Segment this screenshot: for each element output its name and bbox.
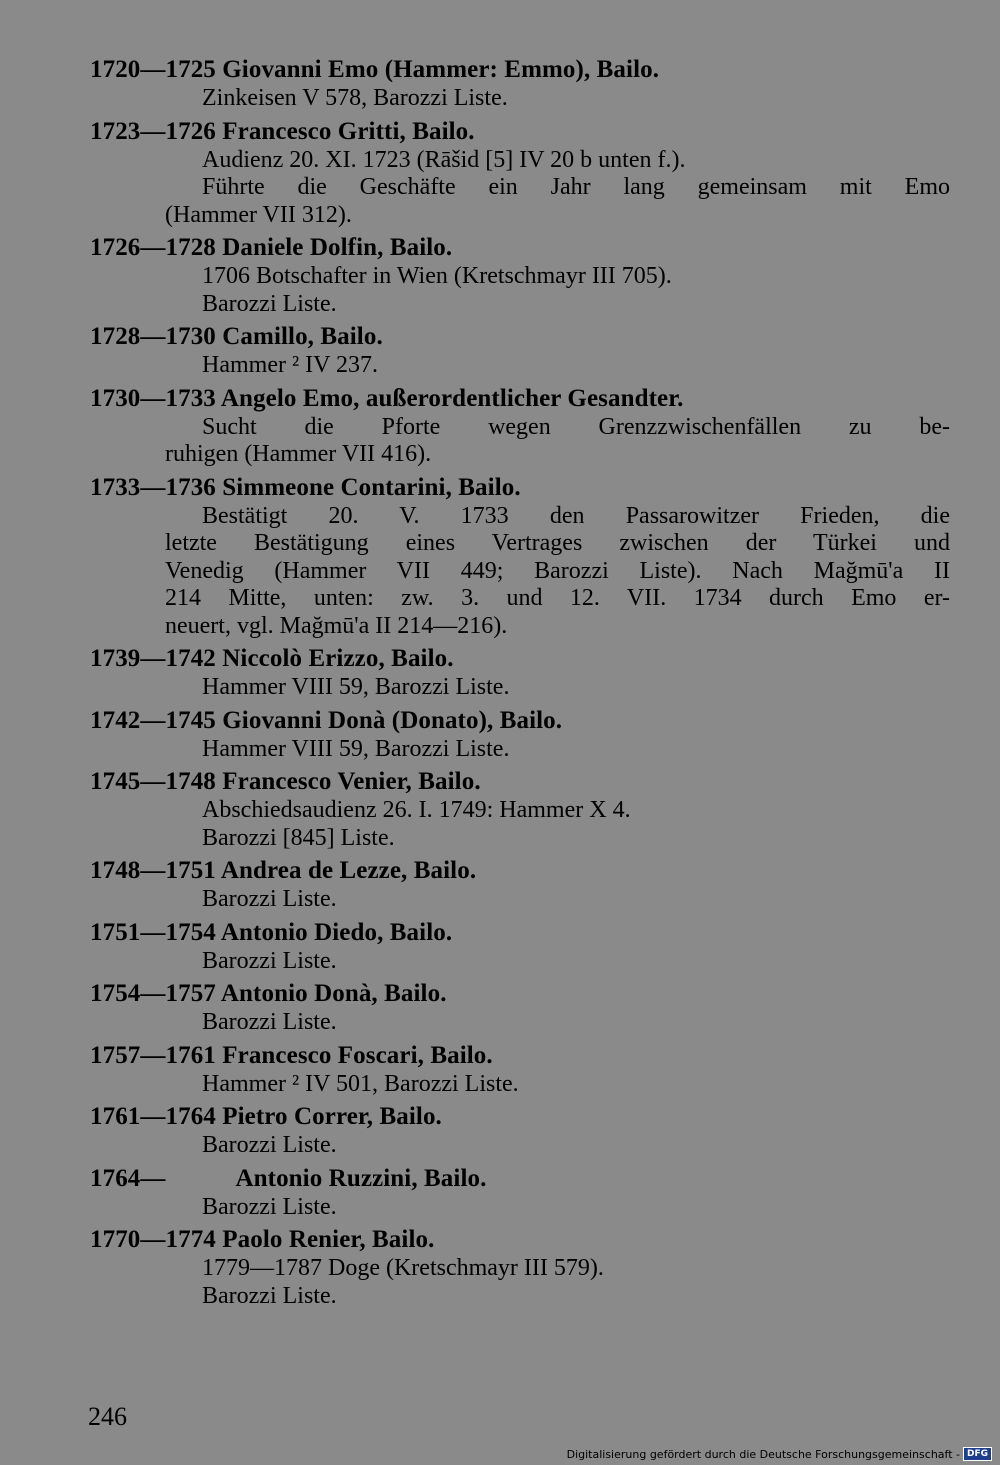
entry-note: 1706 Botschafter in Wien (Kretschmayr III 705). [202,263,672,289]
entry-heading [90,384,950,414]
entry [90,384,950,469]
entry-dates: 1757—1761 [90,1041,216,1069]
entry-note: Bestätigt 20. V. 1733 den Passarowitzer Frieden, die [202,502,950,529]
entry [90,233,950,318]
entry-dates: 1764— [90,1164,166,1192]
entry [90,322,950,380]
entry-note: Zinkeisen V 578, Barozzi Liste. [202,85,508,111]
entry-note: Hammer ² IV 237. [202,352,379,378]
entry-name: Giovanni Donà (Donato), Bailo. [222,706,563,734]
entry-note: neuert, vgl. Mağmū'a II 214—216). [165,612,508,639]
entry-name: Andrea de Lezze, Bailo. [220,857,477,884]
entry-heading [90,767,950,797]
entry-heading [90,1225,950,1255]
entry-note: 214 Mitte, unten: zw. 3. und 12. VII. 1734 durch Emo er- [165,585,950,611]
entry-note: Hammer ² IV 501, Barozzi Liste. [202,1070,519,1097]
entry-name: Francesco Foscari, Bailo. [222,1041,493,1069]
entry-note: Barozzi [845] Liste. [202,824,395,851]
entry-note: Hammer VIII 59, Barozzi Liste. [202,735,510,762]
entry [90,979,950,1037]
entry-note: ruhigen (Hammer VII 416). [165,441,432,467]
entry-heading [90,117,950,147]
entry-heading [90,644,950,674]
entry-name: Antonio Ruzzini, Bailo. [235,1164,487,1192]
footer-credit [567,1447,992,1461]
entry-heading [90,1164,950,1194]
entry-dates: 1728—1730 [90,323,216,350]
entry-name: Simmeone Contarini, Bailo. [222,473,521,501]
entry-name: Angelo Emo, außerordentlicher Gesandter. [220,384,684,412]
entry-heading [90,918,950,948]
entry-dates: 1739—1742 [90,645,216,672]
entry-name: Camillo, Bailo. [222,323,383,350]
entry-note: Barozzi Liste. [202,290,337,317]
entry-note: Führte die Geschäfte ein Jahr lang gemeinsam mit Emo [202,174,950,200]
footer-text: Digitalisierung gefördert durch die Deutsche Forschungsgemeinschaft - [566,1447,960,1461]
entry-dates: 1733—1736 [90,473,216,501]
entry-name: Daniele Dolfin, Bailo. [222,234,453,261]
entry-dates: 1742—1745 [90,706,216,734]
entry-list [90,55,950,1314]
entry-heading [90,55,950,85]
entry-dates: 1748—1751 [90,857,216,884]
entry-name: Giovanni Emo (Hammer: Emmo), Bailo. [222,56,660,83]
entry-heading [90,1102,950,1132]
entry-name: Francesco Gritti, Bailo. [222,117,475,145]
entry [90,1102,950,1160]
dfg-logo: DFG [963,1447,992,1461]
entry-note: letzte Bestätigung eines Vertrages zwischen der Türkei und [165,530,950,556]
entry-note: Abschiedsaudienz 26. I. 1749: Hammer X 4. [202,797,631,823]
entry-heading [90,233,950,263]
entry-note: Venedig (Hammer VII 449; Barozzi Liste). Nach Mağmū'a II [165,557,950,584]
entry-heading [90,856,950,886]
page-number: 246 [88,1402,127,1431]
entry [90,856,950,914]
entry-name: Francesco Venier, Bailo. [222,768,481,795]
entry-dates: 1754—1757 [90,980,216,1007]
entry-note: Barozzi Liste. [202,1282,337,1309]
entry-dates: 1761—1764 [90,1103,216,1130]
entry-heading [90,322,950,352]
entry [90,117,950,230]
entry-note: Sucht die Pforte wegen Grenzzwischenfällen zu be- [202,413,950,440]
entry [90,473,950,641]
entry-dates: 1745—1748 [90,768,216,795]
entry-dates: 1730—1733 [90,384,216,412]
entry-dates: 1723—1726 [90,117,216,145]
entry-dates: 1726—1728 [90,234,216,261]
entry-heading [90,979,950,1009]
entry-name: Antonio Diedo, Bailo. [220,918,453,946]
entry [90,1164,950,1222]
entry [90,918,950,976]
entry-name: Paolo Renier, Bailo. [222,1226,435,1253]
entry-note: Barozzi Liste. [202,1132,337,1158]
entry-dates: 1751—1754 [90,918,216,946]
entry-note: Barozzi Liste. [202,947,337,974]
entry-dates: 1720—1725 [90,56,216,83]
entry-note: Barozzi Liste. [202,886,337,912]
entry-heading [90,1041,950,1071]
entry-note: Hammer VIII 59, Barozzi Liste. [202,674,510,700]
entry-heading [90,473,950,503]
entry [90,1041,950,1099]
entry-note: Audienz 20. XI. 1723 (Rāšid [5] IV 20 b unten f.). [202,146,686,173]
entry-note: 1779—1787 Doge (Kretschmayr III 579). [202,1255,604,1281]
entry-name: Niccolò Erizzo, Bailo. [222,645,454,672]
entry-heading [90,706,950,736]
entry-note: Barozzi Liste. [202,1193,337,1220]
entry [90,706,950,764]
entry-note: Barozzi Liste. [202,1009,337,1035]
entry [90,644,950,702]
entry-dates: 1770—1774 [90,1226,216,1253]
entry [90,1225,950,1310]
entry-name: Pietro Correr, Bailo. [222,1103,442,1130]
entry-note: (Hammer VII 312). [165,201,352,228]
entry [90,767,950,852]
entry-name: Antonio Donà, Bailo. [220,980,447,1007]
entry [90,55,950,113]
